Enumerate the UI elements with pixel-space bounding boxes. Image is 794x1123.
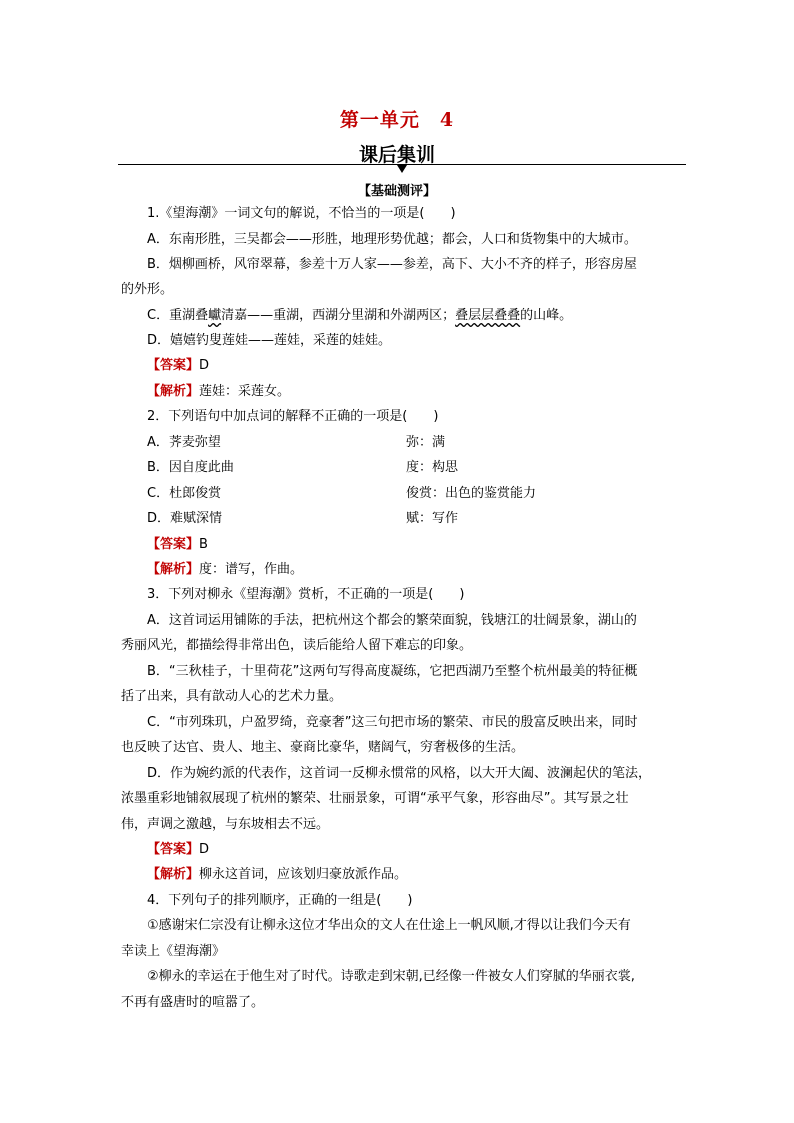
q2-answer bbox=[147, 536, 208, 554]
section-heading: 【基础测评】 bbox=[357, 184, 436, 199]
q3-answer bbox=[147, 841, 209, 859]
q2-stem: 2．下列语句中加点词的解释不正确的一项是( ) bbox=[147, 409, 439, 424]
q2-row-a-left: A．荠麦弥望 bbox=[147, 435, 221, 450]
answer-label: 【答案】 bbox=[147, 842, 200, 857]
q3-option-b-line2: 括了出来，具有歆动人心的艺术力量。 bbox=[121, 689, 343, 704]
rule-arrow-icon bbox=[397, 165, 407, 173]
q2-row-b-right: 度：构思 bbox=[406, 460, 459, 475]
q2-row-d-right: 赋：写作 bbox=[406, 511, 459, 526]
q1-option-d: D．嬉嬉钓叟莲娃——莲娃，采莲的娃娃。 bbox=[147, 333, 392, 348]
q1-answer bbox=[147, 357, 209, 375]
q1-c-post: 的山峰。 bbox=[520, 308, 573, 323]
page-title: 课后集训 bbox=[358, 144, 435, 166]
q4-sentence1-line1: ①感谢宋仁宗没有让柳永这位才华出众的文人在仕途上一帆风顺,才得以让我们今天有 bbox=[147, 918, 631, 933]
q1-analysis bbox=[147, 383, 290, 401]
q1-c-pre: C．重湖叠 bbox=[147, 308, 209, 323]
q2-row-c-left: C．杜郎俊赏 bbox=[147, 486, 222, 501]
q1-option-a: A．东南形胜，三吴都会——形胜，地理形势优越；都会，人口和货物集中的大城市。 bbox=[147, 232, 637, 247]
q1-option-b-line2: 的外形。 bbox=[121, 282, 174, 297]
q4-sentence1-line2: 幸读上《望海潮》 bbox=[121, 944, 226, 959]
q3-option-d-line1: D．作为婉约派的代表作，这首词一反柳永惯常的风格，以大开大阖、波澜起伏的笔法， bbox=[147, 766, 652, 781]
q3-option-b-line1: B．“三秋桂子，十里荷花”这两句写得高度凝练，它把西湖乃至整个杭州最美的特征概 bbox=[147, 664, 638, 679]
q3-option-d-line2: 浓墨重彩地铺叙展现了杭州的繁荣、壮丽景象，可谓“承平气象，形容曲尽”。其写景之壮 bbox=[121, 791, 629, 806]
analysis-label: 【解析】 bbox=[147, 384, 200, 399]
analysis-text: 柳永这首词，应该划归豪放派作品。 bbox=[199, 867, 408, 882]
q2-row-d-left: D．难赋深情 bbox=[147, 511, 223, 526]
q3-analysis bbox=[147, 866, 407, 884]
q1-c-wavy2: 叠层层叠叠 bbox=[455, 308, 521, 323]
q1-c-mid: 清嘉——重湖，西湖分里湖和外湖两区； bbox=[221, 308, 456, 323]
analysis-label: 【解析】 bbox=[147, 867, 200, 882]
unit-title: 第一单元 4 bbox=[339, 109, 455, 131]
analysis-text: 莲娃：采莲女。 bbox=[199, 384, 291, 399]
q1-stem: 1.《望海潮》一词文句的解说，不恰当的一项是( ) bbox=[147, 206, 456, 221]
q2-row-b-left: B．因自度此曲 bbox=[147, 460, 234, 475]
answer-value: B bbox=[199, 537, 208, 552]
q3-option-a-line2: 秀丽风光，都描绘得非常出色，读后能给人留下难忘的印象。 bbox=[121, 638, 473, 653]
q2-analysis bbox=[147, 561, 303, 579]
answer-value: D bbox=[199, 358, 210, 373]
q3-option-d-line3: 伟，声调之激越，与东坡相去不远。 bbox=[121, 817, 330, 832]
analysis-text: 度：谱写，作曲。 bbox=[199, 562, 304, 577]
q3-option-c-line2: 也反映了达官、贵人、地主、豪商比豪华，赌阔气，穷奢极侈的生活。 bbox=[121, 740, 525, 755]
q2-row-a-right: 弥：满 bbox=[406, 435, 446, 450]
q1-option-c bbox=[147, 307, 572, 325]
q4-sentence2-line2: 不再有盛唐时的喧嚣了。 bbox=[121, 995, 265, 1010]
q3-option-c-line1: C．“市列珠玑，户盈罗绮，竞豪奢”这三句把市场的繁荣、市民的殷富反映出来，同时 bbox=[147, 715, 638, 730]
q4-stem: 4．下列句子的排列顺序，正确的一组是( ) bbox=[147, 893, 413, 908]
answer-value: D bbox=[199, 842, 210, 857]
answer-label: 【答案】 bbox=[147, 358, 200, 373]
q2-row-c-right: 俊赏：出色的鉴赏能力 bbox=[406, 486, 537, 501]
analysis-label: 【解析】 bbox=[147, 562, 200, 577]
q4-sentence2-line1: ②柳永的幸运在于他生对了时代。诗歌走到宋朝,已经像一件被女人们穿腻的华丽衣裳, bbox=[147, 969, 635, 984]
q1-option-b-line1: B．烟柳画桥，风帘翠幕，参差十万人家——参差，高下、大小不齐的样子，形容房屋 bbox=[147, 257, 637, 272]
q3-option-a-line1: A．这首词运用铺陈的手法，把杭州这个都会的繁荣面貌，钱塘江的壮阔景象，湖山的 bbox=[147, 613, 637, 628]
answer-label: 【答案】 bbox=[147, 537, 200, 552]
q3-stem: 3．下列对柳永《望海潮》赏析，不正确的一项是( ) bbox=[147, 587, 465, 602]
q1-c-wavy: 巘 bbox=[208, 308, 222, 323]
